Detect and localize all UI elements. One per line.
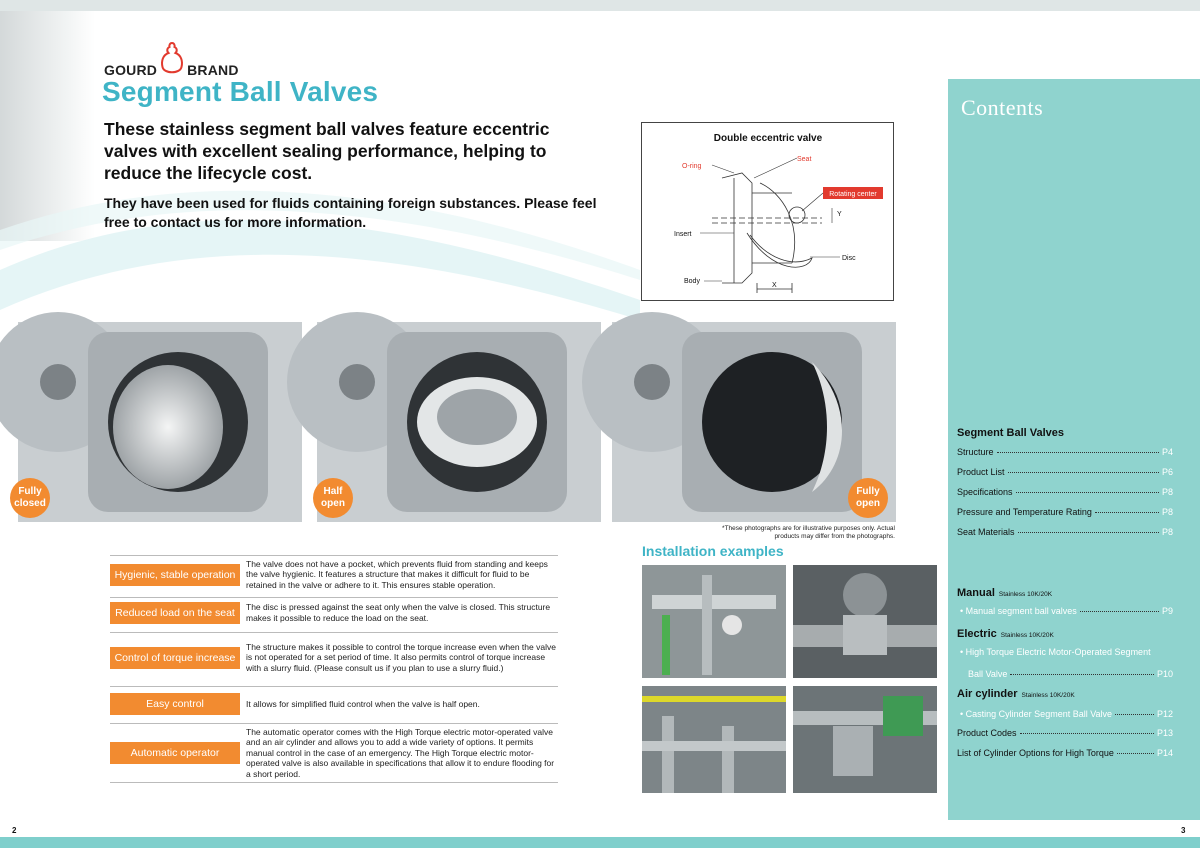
installation-photo [793,686,937,793]
photo-disclaimer: *These photographs are for illustrative purposes only. Actual products may differ from the photographs. [722,525,895,540]
label-body: Body [684,278,700,285]
toc-item-air-cylinder[interactable]: • Casting Cylinder Segment Ball Valve P12 [960,709,1173,719]
gourd-icon [159,40,185,78]
installation-photo [642,686,786,793]
feature-row [110,555,558,593]
toc-item-electric[interactable]: • High Torque Electric Motor-Operated Segment [960,647,1151,657]
feature-label: Automatic operator [110,742,240,764]
feature-text: The disc is pressed against the seat only when the valve is closed. This structure makes it possible to reduce the load on the seat. [246,602,551,623]
diagram-title: Double eccentric valve [713,133,823,144]
feature-label: Control of torque increase [110,647,240,669]
toc-item-specifications[interactable]: Specifications P8 [957,487,1173,497]
badge-fully-open: Fully open [848,478,888,518]
label-seat: Seat [797,156,812,163]
badge-half-open: Half open [313,478,353,518]
toc-item-product-list[interactable]: Product List P6 [957,467,1173,477]
feature-text: It allows for simplified fluid control when the valve is half open. [246,698,480,709]
feature-text: The structure makes it possible to control the torque increase even when the valve is not operated for a set period of time. It also permits control of torque increase with a slurry fluid. (Please consult us if you plan to use a slurry fluid.) [246,641,556,673]
feature-row [110,723,558,783]
toc-section-title: Segment Ball Valves [957,427,1064,439]
toc-section-title: Manual Stainless 10K/20K [957,587,1053,599]
top-band [0,0,1200,11]
installation-photo [793,565,937,678]
label-x: X [772,282,777,289]
feature-row [110,632,558,682]
feature-row [110,597,558,627]
installation-title: Installation examples [642,543,784,559]
contents-heading: Contents [961,95,1044,120]
valve-photo-half-open [317,322,601,522]
toc-item-electric-cont[interactable]: Ball Valve P10 [968,669,1173,679]
brand-text-left: GOURD [104,62,158,78]
feature-row [110,686,558,721]
toc-item-manual[interactable]: • Manual segment ball valves P9 [960,606,1173,616]
toc-item-product-codes[interactable]: Product Codes P13 [957,728,1173,738]
lead-text: These stainless segment ball valves feature eccentric valves with excellent sealing performance, helping to reduce the lifecycle cost. [104,119,550,183]
feature-label: Easy control [110,693,240,715]
page-number-left: 2 [12,826,17,835]
badge-fully-closed: Fully closed [10,478,50,518]
label-y: Y [837,211,842,218]
feature-label: Hygienic, stable operation [110,564,240,586]
feature-label: Reduced load on the seat [110,602,240,624]
label-oring: O-ring [682,163,702,170]
feature-text: The automatic operator comes with the High Torque electric motor-operated valve and an air cylinder and allows you to add a wide variety of options. It permits manual control in the case of an emergency. The High Torque electric motor-operated valve is also available in specifications that allow it to endure flooding for a short period. [246,726,555,779]
label-rotating-center: Rotating center [829,191,877,198]
toc-item-structure[interactable]: Structure P4 [957,447,1173,457]
page-title: Segment Ball Valves [102,76,379,107]
toc-section-title: Electric Stainless 10K/20K [957,628,1054,640]
sub-text: They have been used for fluids containing foreign substances. Please feel free to contact us for more information. [104,195,597,230]
brand-text-right: BRAND [187,62,239,78]
label-disc: Disc [842,255,856,262]
toc-item-cylinder-options[interactable]: List of Cylinder Options for High Torque P14 [957,748,1173,758]
toc-item-seat-materials[interactable]: Seat Materials P8 [957,527,1173,537]
brand-logo [104,38,239,78]
toc-item-pressure-temperature[interactable]: Pressure and Temperature Rating P8 [957,507,1173,517]
toc-section-title: Air cylinder Stainless 10K/20K [957,688,1075,700]
feature-text: The valve does not have a pocket, which prevents fluid from standing and keeps the valve hygienic. It features a structure that makes it difficult for fluid to be retained in the valve or adhere to it. This ensures stable operation. [246,558,548,590]
valve-photo-closed [14,322,302,522]
bottom-band [0,837,1200,848]
valve-diagram [641,122,894,301]
label-insert: Insert [674,231,692,238]
valve-photo-open [612,322,896,522]
page-number-right: 3 [1181,826,1186,835]
installation-photo [642,565,786,678]
